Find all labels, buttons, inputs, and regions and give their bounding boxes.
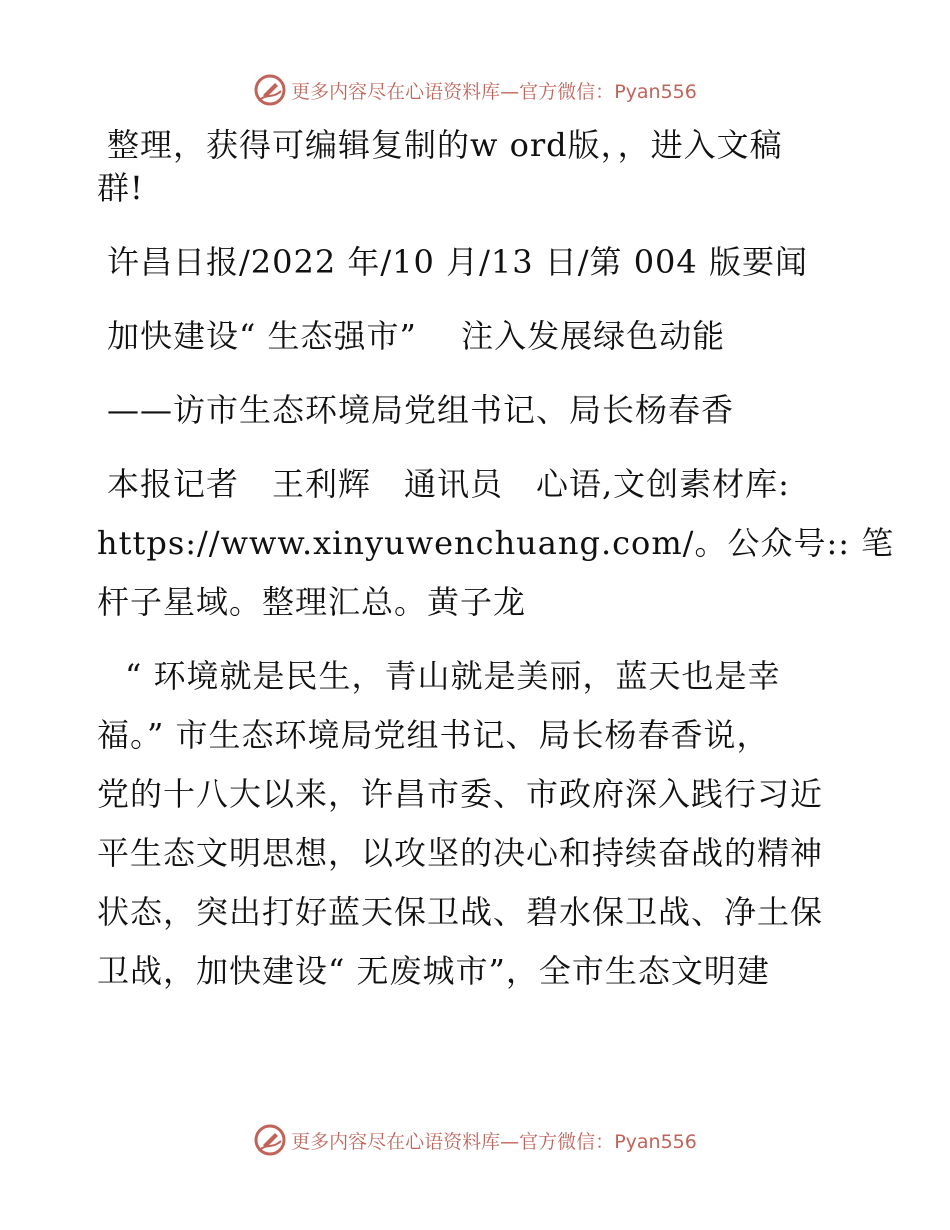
banner-title: 更多内容尽在心语资料库 (291, 80, 501, 103)
document-body (97, 124, 895, 993)
byline-line: 本报记者 王利辉 通讯员 心语,文创素材库: (107, 465, 790, 503)
intro-line: 整理，获得可编辑复制的w ord版，，进入文稿 (107, 126, 783, 164)
body-line: 状态，突出打好蓝天保卫战、碧水保卫战、净土保 (97, 893, 824, 931)
header-banner (0, 70, 950, 110)
body-line: “ 环境就是民生，青山就是美丽，蓝天也是幸 (125, 657, 781, 695)
headline: 加快建设“ 生态强市” 注入发展绿色动能 (107, 317, 726, 355)
logo-icon (253, 1123, 287, 1157)
body-line: 党的十八大以来，许昌市委、市政府深入践行习近 (97, 775, 824, 813)
byline-line: 杆子星域。整理汇总。黄子龙 (97, 583, 527, 621)
banner-text (291, 77, 697, 104)
footer-banner (0, 1120, 950, 1160)
logo-icon (253, 73, 287, 107)
source-line: 许昌日报/2022 年/10 月/13 日/第 004 版要闻 (107, 243, 808, 281)
subheadline: ——访市生态环境局党组书记、局长杨春香 (107, 391, 735, 429)
banner-wechat-label: —官方微信： (500, 80, 615, 103)
banner-wechat-id: Pyan556 (614, 1130, 697, 1153)
byline-line: https://www.xinyuwenchuang.com/。公众号:: 笔 (97, 524, 895, 562)
body-line: 福。” 市生态环境局党组书记、局长杨春香说， (97, 716, 770, 754)
banner-wechat-label: —官方微信： (500, 1130, 615, 1153)
body-line: 平生态文明思想，以攻坚的决心和持续奋战的精神 (97, 834, 824, 872)
intro-line: 群! (97, 169, 144, 207)
body-line: 卫战，加快建设“ 无废城市”，全市生态文明建 (97, 952, 770, 990)
banner-wechat-id: Pyan556 (614, 80, 697, 103)
banner-title: 更多内容尽在心语资料库 (291, 1130, 501, 1153)
banner-text (291, 1127, 697, 1154)
